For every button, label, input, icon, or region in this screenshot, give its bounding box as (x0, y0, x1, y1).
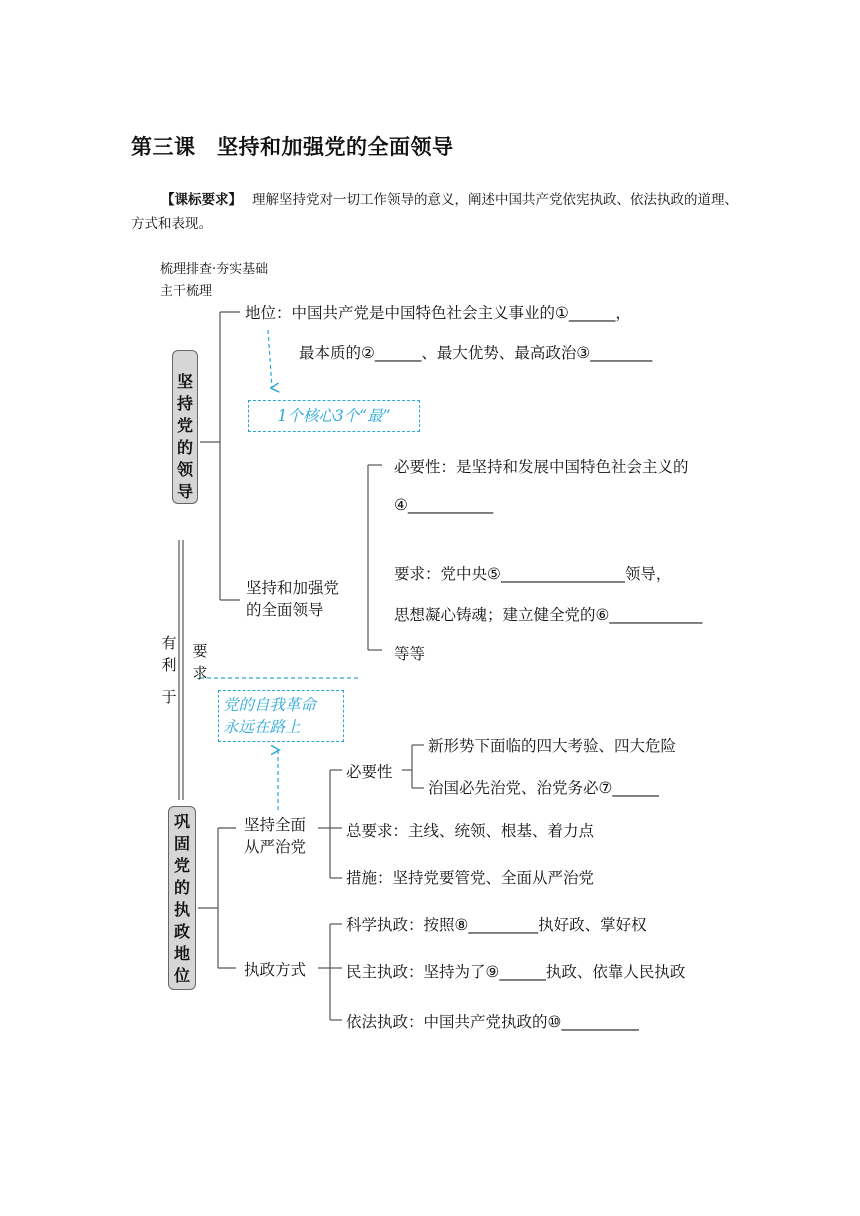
box-char: 坚 (176, 372, 193, 391)
box-char: 固 (173, 834, 190, 853)
node-demand-cont: 思想凝心铸魂；建立健全党的⑥____________ (394, 606, 703, 624)
box-char: 政 (173, 922, 190, 941)
node-lawful-governance: 依法执政：中国共产党执政的⑩__________ (346, 1013, 639, 1031)
box-char: 位 (173, 966, 190, 985)
node-democratic-governance: 民主执政：坚持为了⑨______执政、依靠人民执政 (346, 963, 686, 981)
box-uphold-party-leadership (172, 350, 198, 504)
node-strict-governance: 坚持全面 (244, 816, 307, 834)
requirement-text: 理解坚持党对一切工作领导的意义，阐述中国共产党依宪执政、依法执政的道理、方式和表现。 (131, 192, 738, 232)
node-status: 地位：中国共产党是中国特色社会主义事业的①______， (245, 304, 631, 322)
box-char: 党 (173, 856, 190, 875)
box-char: 巩 (173, 812, 190, 831)
node-necessity-bottom: 必要性 (346, 763, 393, 781)
node-strengthen-cont: 的全面领导 (246, 601, 324, 619)
node-demand-etc: 等等 (394, 645, 426, 663)
box-char: 执 (173, 900, 190, 919)
node-scientific-governance: 科学执政：按照⑧_________执好政、掌好权 (346, 916, 647, 934)
node-strict-governance-cont: 从严治党 (244, 838, 307, 856)
node-four-tests: 新形势下面临的四大考验、四大危险 (428, 737, 677, 755)
box-char: 持 (176, 394, 193, 413)
box-char: 领 (176, 460, 193, 479)
callout-self-revolution: 党的自我革命 永远在路上 (218, 690, 344, 742)
box-char: 的 (173, 878, 190, 897)
section-heading-outline: 主干梳理 (160, 284, 213, 299)
node-necessity-top-cont: ④___________ (394, 496, 494, 514)
node-general-requirement: 总要求：主线、统领、根基、着力点 (346, 822, 595, 840)
node-governing-method: 执政方式 (244, 961, 307, 979)
box-char: 的 (176, 438, 193, 457)
callout-one-core-three-most: 1个核心3个“最” (248, 400, 420, 432)
node-strengthen: 坚持和加强党 (246, 579, 340, 597)
node-govern-party-first: 治国必先治党、治党务必⑦______ (428, 779, 659, 797)
page-title: 第三课 坚持和加强党的全面领导 (131, 135, 454, 159)
node-necessity-top: 必要性：是坚持和发展中国特色社会主义的 (394, 458, 689, 476)
section-heading-review: 梳理排查·夯实基础 (160, 262, 269, 277)
box-char: 党 (176, 416, 193, 435)
node-measures: 措施：坚持党要管党、全面从严治党 (346, 869, 595, 887)
node-status-cont: 最本质的②______、最大优势、最高政治③________ (299, 344, 653, 362)
box-char: 导 (176, 482, 193, 501)
box-char: 地 (173, 944, 190, 963)
box-consolidate-ruling-status (168, 806, 196, 990)
requirement-tag: 【课标要求】 (161, 192, 242, 208)
node-demand: 要求：党中央⑤________________领导， (394, 565, 672, 583)
